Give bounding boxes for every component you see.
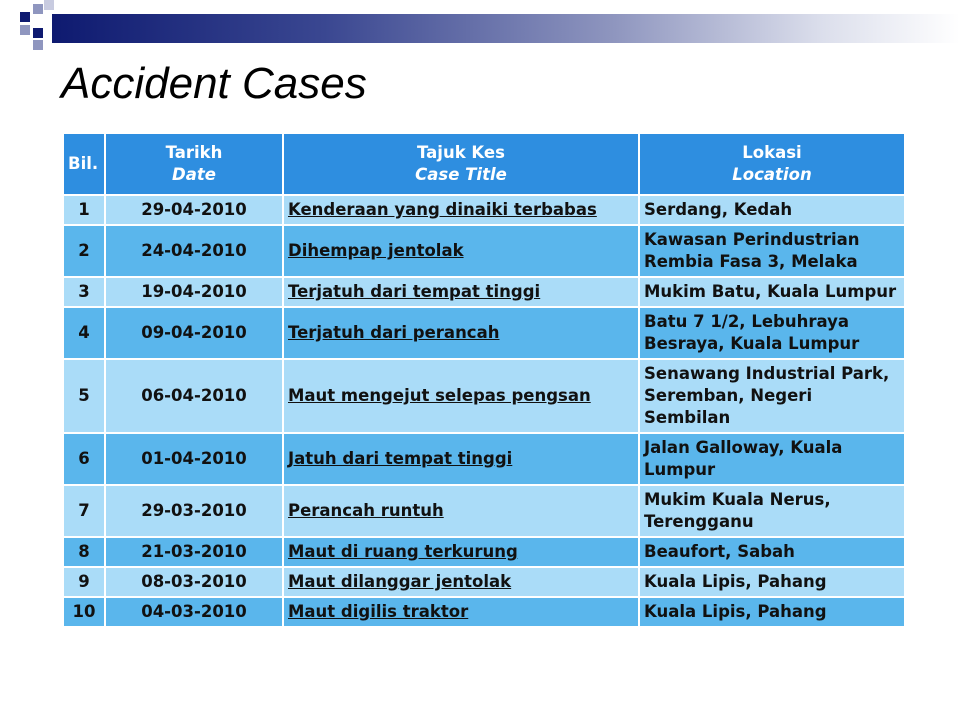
case-title-link[interactable]: Maut dilanggar jentolak [288, 572, 512, 591]
cell-location: Senawang Industrial Park, Seremban, Negeri Sembilan [640, 360, 904, 432]
case-title-link[interactable]: Maut digilis traktor [288, 602, 469, 621]
table-row [64, 598, 904, 626]
cell-bil: 1 [64, 196, 104, 224]
column-header-case-title-ms: Tajuk Kes [417, 143, 505, 162]
cell-location: Kuala Lipis, Pahang [640, 568, 904, 596]
title-accent-bar [52, 14, 960, 43]
table-row [64, 360, 904, 432]
accident-cases-table [62, 132, 904, 628]
decorative-square [33, 4, 43, 14]
cell-date: 06-04-2010 [106, 360, 282, 432]
cell-date: 21-03-2010 [106, 538, 282, 566]
decorative-square [44, 0, 54, 10]
cell-bil: 7 [64, 486, 104, 536]
cell-location: Kawasan Perindustrian Rembia Fasa 3, Melaka [640, 226, 904, 276]
cell-location: Mukim Batu, Kuala Lumpur [640, 278, 904, 306]
cell-location: Jalan Galloway, Kuala Lumpur [640, 434, 904, 484]
table-row [64, 226, 904, 276]
case-title-link[interactable]: Terjatuh dari tempat tinggi [288, 282, 541, 301]
cell-date: 24-04-2010 [106, 226, 282, 276]
cell-location: Kuala Lipis, Pahang [640, 598, 904, 626]
cell-case-title [284, 278, 638, 306]
table-row [64, 196, 904, 224]
cell-case-title [284, 538, 638, 566]
accident-cases-table-container [62, 132, 904, 688]
cell-case-title [284, 598, 638, 626]
cell-location: Mukim Kuala Nerus, Terengganu [640, 486, 904, 536]
case-title-link[interactable]: Kenderaan yang dinaiki terbabas [288, 200, 597, 219]
table-row [64, 434, 904, 484]
cell-date: 04-03-2010 [106, 598, 282, 626]
cell-date: 08-03-2010 [106, 568, 282, 596]
column-header-date-en: Date [172, 165, 216, 184]
column-header-date [106, 134, 282, 194]
decorative-square [33, 28, 43, 38]
cell-bil: 9 [64, 568, 104, 596]
cell-location: Batu 7 1/2, Lebuhraya Besraya, Kuala Lumpur [640, 308, 904, 358]
table-row [64, 308, 904, 358]
cell-case-title [284, 308, 638, 358]
column-header-location [640, 134, 904, 194]
page-title: Accident Cases [61, 59, 367, 108]
cell-bil: 3 [64, 278, 104, 306]
cell-bil: 10 [64, 598, 104, 626]
column-header-location-ms: Lokasi [742, 143, 802, 162]
table-header-row [64, 134, 904, 194]
case-title-link[interactable]: Maut di ruang terkurung [288, 542, 518, 561]
cell-case-title [284, 486, 638, 536]
column-header-case-title-en: Case Title [415, 165, 507, 184]
cell-bil: 2 [64, 226, 104, 276]
cell-location: Beaufort, Sabah [640, 538, 904, 566]
table-row [64, 486, 904, 536]
case-title-link[interactable]: Dihempap jentolak [288, 241, 464, 260]
decorative-square [33, 40, 43, 50]
cell-location: Serdang, Kedah [640, 196, 904, 224]
cell-case-title [284, 226, 638, 276]
cell-date: 29-04-2010 [106, 196, 282, 224]
column-header-bil [64, 134, 104, 194]
case-title-link[interactable]: Maut mengejut selepas pengsan [288, 386, 591, 405]
cell-date: 29-03-2010 [106, 486, 282, 536]
column-header-bil-label: Bil. [68, 154, 99, 173]
cell-date: 19-04-2010 [106, 278, 282, 306]
decorative-square [20, 25, 30, 35]
cell-bil: 4 [64, 308, 104, 358]
cell-case-title [284, 434, 638, 484]
cell-date: 01-04-2010 [106, 434, 282, 484]
column-header-location-en: Location [732, 165, 812, 184]
case-title-link[interactable]: Perancah runtuh [288, 501, 444, 520]
cell-case-title [284, 196, 638, 224]
cell-case-title [284, 360, 638, 432]
cell-bil: 6 [64, 434, 104, 484]
table-row [64, 538, 904, 566]
cell-bil: 8 [64, 538, 104, 566]
cell-date: 09-04-2010 [106, 308, 282, 358]
table-row [64, 278, 904, 306]
column-header-case-title [284, 134, 638, 194]
column-header-date-ms: Tarikh [165, 143, 223, 162]
case-title-link[interactable]: Terjatuh dari perancah [288, 323, 500, 342]
case-title-link[interactable]: Jatuh dari tempat tinggi [288, 449, 513, 468]
table-row [64, 568, 904, 596]
cell-bil: 5 [64, 360, 104, 432]
cell-case-title [284, 568, 638, 596]
decorative-square [20, 12, 30, 22]
